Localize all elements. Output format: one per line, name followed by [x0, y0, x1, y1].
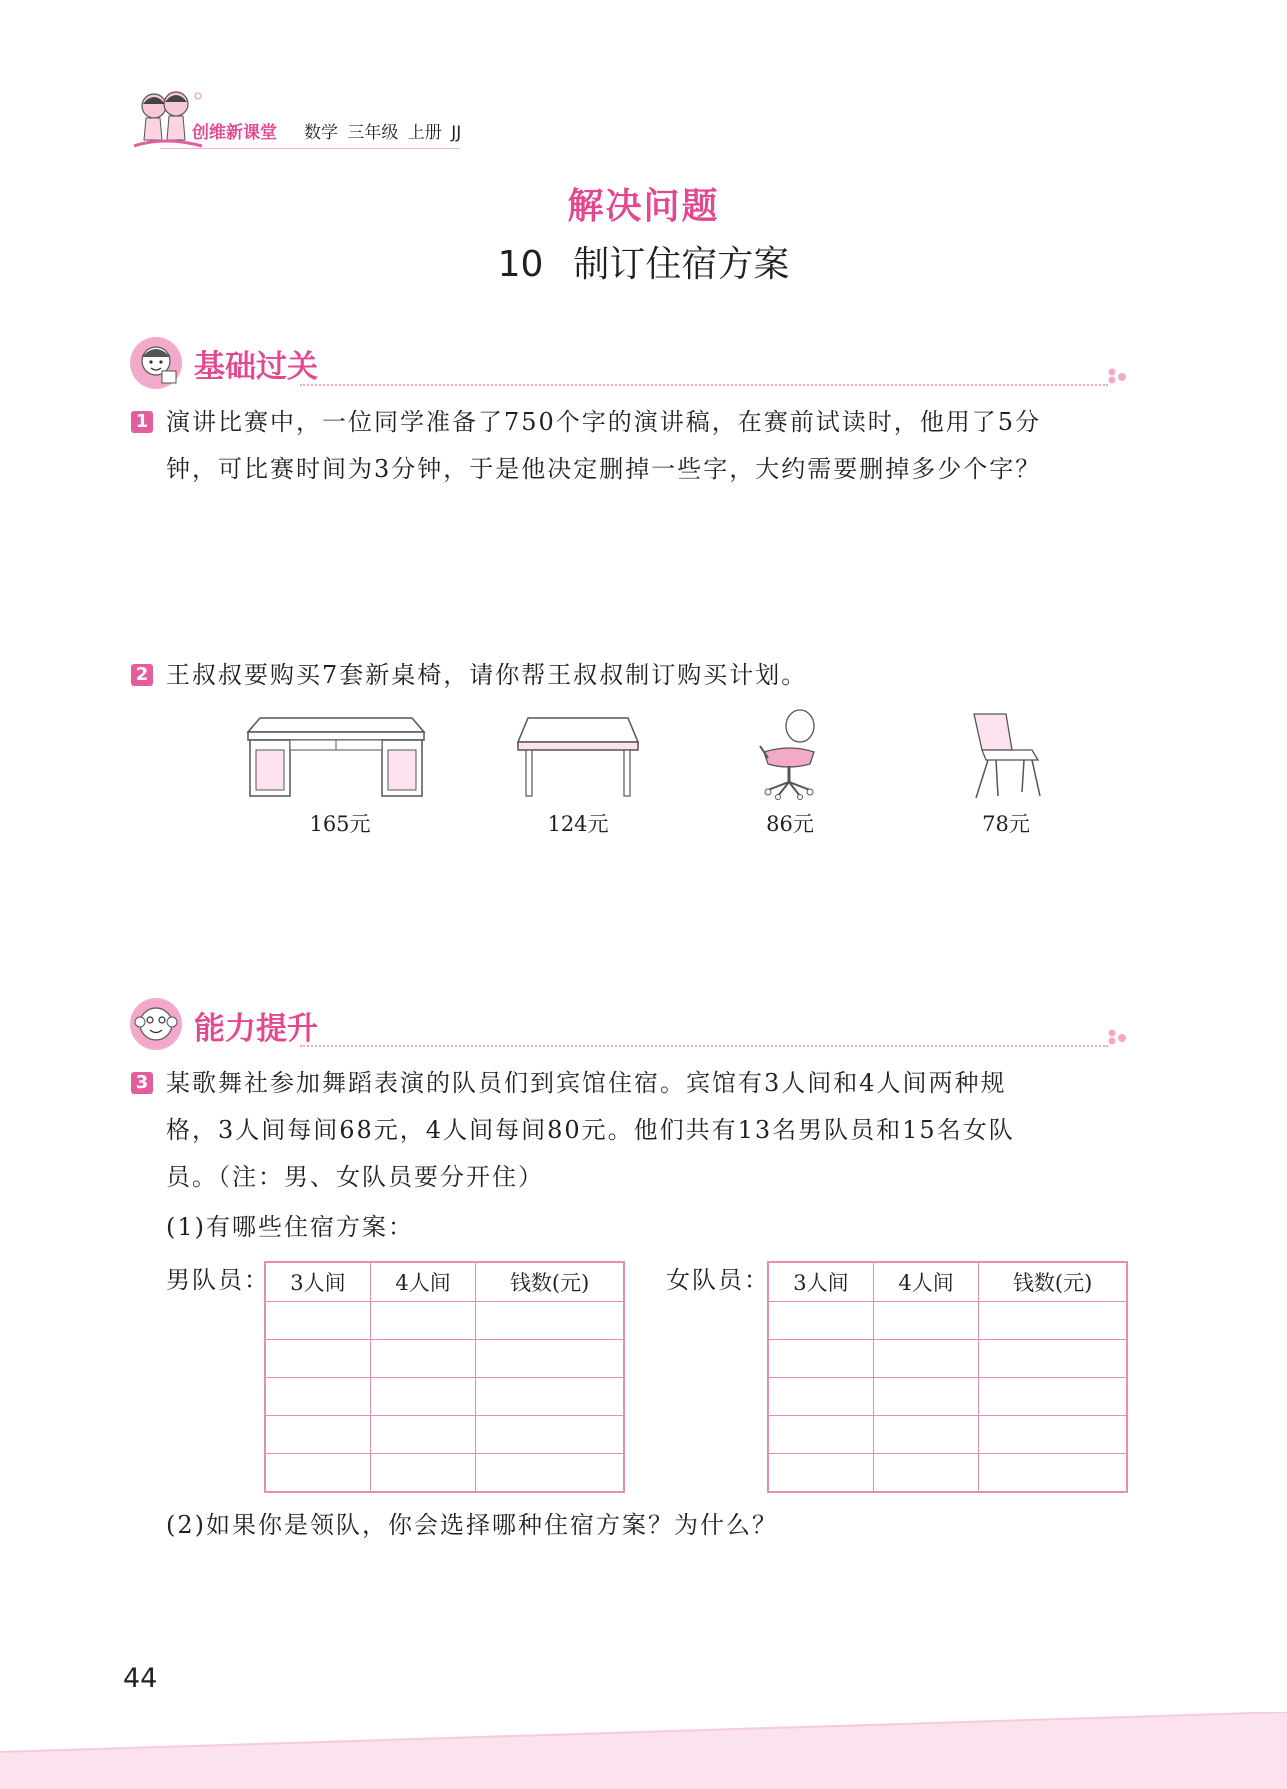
answer-cell[interactable]	[768, 1340, 873, 1378]
answer-cell[interactable]	[979, 1302, 1127, 1340]
table-row	[768, 1340, 1127, 1378]
section-basic-divider	[300, 384, 1108, 386]
answer-cell[interactable]	[476, 1340, 624, 1378]
table-row	[265, 1454, 624, 1493]
question-3-sub2: (2)如果你是领队，你会选择哪种住宿方案？为什么？	[166, 1511, 778, 1539]
office-chair-price: 86元	[766, 812, 814, 836]
question-3-line-1: 某歌舞社参加舞蹈表演的队员们到宾馆住宿。宾馆有3人间和4人间两种规	[166, 1069, 1007, 1097]
male-col-cost: 钱数(元)	[476, 1262, 624, 1302]
dots-ornament-icon	[1106, 367, 1130, 385]
question-3-line-3: 员。（注：男、女队员要分开住）	[166, 1163, 544, 1191]
answer-cell[interactable]	[476, 1416, 624, 1454]
answer-cell[interactable]	[265, 1340, 370, 1378]
answer-cell[interactable]	[768, 1378, 873, 1416]
answer-cell[interactable]	[873, 1302, 978, 1340]
chair-price: 78元	[982, 812, 1030, 836]
female-col-3-person: 3人间	[768, 1262, 873, 1302]
answer-cell[interactable]	[370, 1378, 475, 1416]
table-row	[768, 1454, 1127, 1493]
answer-cell[interactable]	[476, 1378, 624, 1416]
table-icon	[516, 716, 640, 798]
answer-cell[interactable]	[873, 1416, 978, 1454]
answer-cell[interactable]	[768, 1454, 873, 1493]
section-basic-title: 基础过关	[194, 349, 318, 385]
table-row	[768, 1378, 1127, 1416]
section-advanced-divider	[300, 1045, 1108, 1047]
answer-cell[interactable]	[979, 1416, 1127, 1454]
section-advanced-title: 能力提升	[194, 1011, 318, 1047]
female-col-4-person: 4人间	[873, 1262, 978, 1302]
table-row	[265, 1340, 624, 1378]
question-1-text	[166, 399, 1136, 493]
answer-cell[interactable]	[873, 1454, 978, 1493]
answer-cell[interactable]	[873, 1378, 978, 1416]
answer-cell[interactable]	[370, 1416, 475, 1454]
male-label: 男队员：	[166, 1266, 270, 1294]
answer-cell[interactable]	[370, 1454, 475, 1493]
bottom-decor-band	[0, 1712, 1287, 1789]
female-label: 女队员：	[666, 1266, 770, 1294]
table-price: 124元	[547, 812, 609, 836]
lesson-title: 制订住宿方案	[573, 244, 790, 285]
answer-cell[interactable]	[979, 1378, 1127, 1416]
answer-cell[interactable]	[265, 1378, 370, 1416]
dots-ornament-icon	[1106, 1028, 1130, 1046]
table-row	[265, 1416, 624, 1454]
question-1-line-2: 钟，可比赛时间为3分钟，于是他决定删掉一些字，大约需要删掉多少个字？	[166, 455, 1042, 483]
topic-heading: 解决问题	[567, 186, 720, 227]
answer-cell[interactable]	[768, 1302, 873, 1340]
male-plan-table	[264, 1261, 625, 1493]
table-row	[265, 1302, 624, 1340]
male-col-4-person: 4人间	[370, 1262, 475, 1302]
answer-cell[interactable]	[265, 1302, 370, 1340]
desk-price: 165元	[309, 812, 371, 836]
answer-cell[interactable]	[476, 1302, 624, 1340]
answer-cell[interactable]	[476, 1454, 624, 1493]
answer-cell[interactable]	[370, 1302, 475, 1340]
book-info: 数学 三年级 上册 JJ	[304, 123, 462, 143]
question-2-number: 2	[131, 664, 153, 686]
male-col-3-person: 3人间	[265, 1262, 370, 1302]
table-row	[768, 1416, 1127, 1454]
question-3-line-2: 格，3人间每间68元，4人间每间80元。他们共有13名男队员和15名女队	[166, 1116, 1015, 1144]
question-3-number: 3	[131, 1072, 153, 1094]
answer-cell[interactable]	[265, 1454, 370, 1493]
question-3-sub1: (1)有哪些住宿方案：	[166, 1213, 414, 1241]
question-1-line-1: 演讲比赛中，一位同学准备了750个字的演讲稿，在赛前试读时，他用了5分	[166, 408, 1042, 436]
header-divider	[160, 148, 460, 149]
desk-icon	[246, 716, 426, 798]
lesson-heading	[0, 236, 1287, 287]
answer-cell[interactable]	[768, 1416, 873, 1454]
page-number: 44	[123, 1663, 158, 1694]
monkey-mascot-icon	[128, 996, 184, 1052]
answer-cell[interactable]	[265, 1416, 370, 1454]
answer-cell[interactable]	[370, 1340, 475, 1378]
question-1-number: 1	[131, 411, 153, 433]
answer-cell[interactable]	[979, 1454, 1127, 1493]
table-row	[768, 1302, 1127, 1340]
office-chair-icon	[754, 708, 824, 800]
question-3-text	[166, 1060, 1136, 1201]
student-mascot-icon	[128, 335, 184, 391]
female-col-cost: 钱数(元)	[979, 1262, 1127, 1302]
answer-cell[interactable]	[873, 1340, 978, 1378]
lesson-number: 10	[497, 244, 544, 285]
brand-name: 创维新课堂	[192, 123, 277, 143]
chair-icon	[966, 710, 1042, 800]
question-2-text: 王叔叔要购买7套新桌椅，请你帮王叔叔制订购买计划。	[166, 661, 808, 689]
answer-cell[interactable]	[979, 1340, 1127, 1378]
table-row	[265, 1378, 624, 1416]
female-plan-table	[767, 1261, 1128, 1493]
